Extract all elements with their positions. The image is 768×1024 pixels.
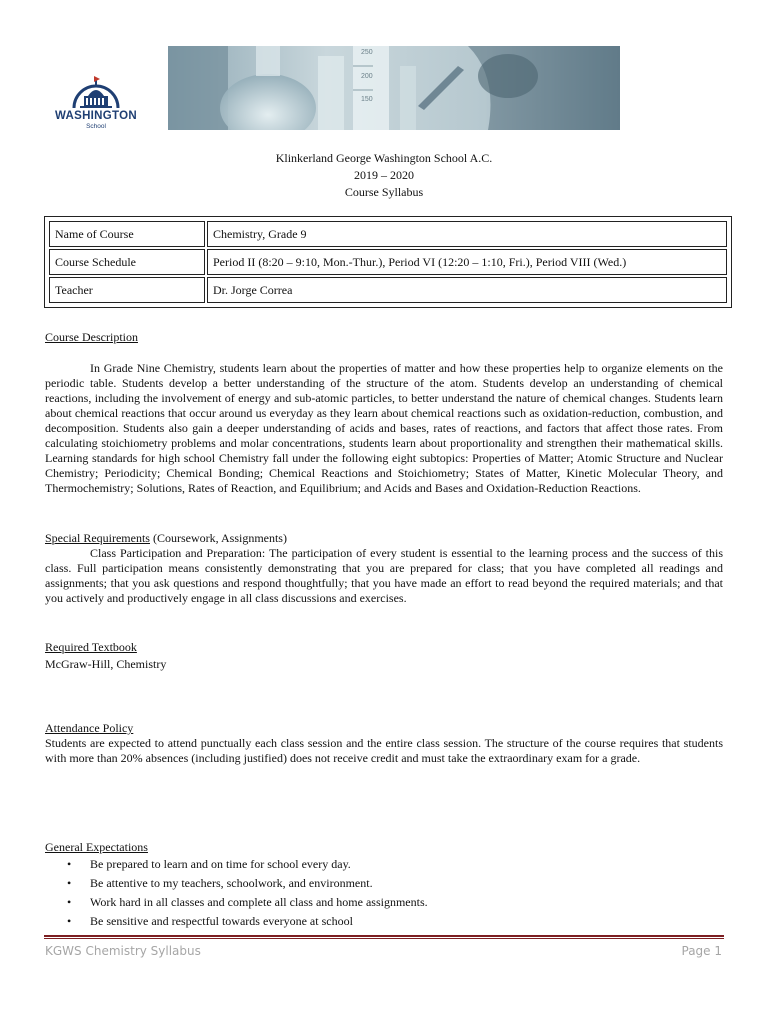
required-textbook-heading: Required Textbook bbox=[45, 640, 137, 654]
course-description-heading: Course Description bbox=[45, 330, 138, 344]
svg-text:150: 150 bbox=[361, 96, 373, 103]
footer-document-name: KGWS Chemistry Syllabus bbox=[45, 944, 201, 958]
required-textbook-text: McGraw-Hill, Chemistry bbox=[45, 657, 167, 671]
table-label-cell: Name of Course bbox=[49, 221, 205, 247]
list-item: • Work hard in all classes and complete all class and home assignments. bbox=[45, 893, 723, 912]
course-info-table bbox=[44, 216, 732, 308]
general-expectations-heading: General Expectations bbox=[45, 840, 148, 854]
table-row bbox=[49, 221, 727, 247]
school-name: Klinkerland George Washington School A.C. bbox=[275, 151, 493, 165]
expectations-list bbox=[45, 855, 723, 931]
special-requirements-note: (Coursework, Assignments) bbox=[149, 531, 287, 545]
special-requirements-heading: Special Requirements bbox=[45, 531, 150, 545]
document-titles bbox=[0, 150, 768, 201]
special-requirements-text: Class Participation and Preparation: The participation of every student is essential to the learning process and the success of this class. Full participation means consistently demonstrating that you are prepared for class; that you have completed all readings and assignments; that you ask questions and respond thoughtfully; that you have made an effort to read beyond the required materials; and that you actively and productively engage in all class discussions and exercises. bbox=[45, 546, 723, 605]
table-label-cell: Course Schedule bbox=[49, 249, 205, 275]
table-row bbox=[49, 249, 727, 275]
table-row bbox=[49, 277, 727, 303]
attendance-policy-section bbox=[45, 721, 723, 766]
school-year: 2019 – 2020 bbox=[354, 168, 414, 182]
list-item: • Be sensitive and respectful towards everyone at school bbox=[45, 912, 723, 931]
table-value-cell: Chemistry, Grade 9 bbox=[207, 221, 727, 247]
list-item: • Be prepared to learn and on time for school every day. bbox=[45, 855, 723, 874]
lab-banner-image bbox=[168, 46, 620, 130]
course-description-section bbox=[45, 330, 723, 496]
course-description-text: In Grade Nine Chemistry, students learn about the properties of matter and how these properties help to organize elements on the periodic table. Students develop a better understanding of the structure of the atom. Students develop an understanding of chemical reactions, including the involvement of energy and sub-atomic particles, to better understand the nature of chemical changes. Students learn about chemical reactions that occur around us everyday as they learn about chemical reactions such as oxidation-reduction, combustion, and decomposition. Students also gain a deeper understanding of acids and bases, rates of reactions, and factors that affect those rates. From calculating stoichiometry problems and molar concentrations, students learn about proportionality and strengthen their mathematical skills. Learning standards for high school Chemistry fall under the following eight subtopics: Properties of Matter; Atomic Structure and Nuclear Chemistry; Periodicity; Chemical Bonding; Chemical Reactions and Stoichiometry; States of Matter, Kinetic Molecular Theory, and Thermochemistry; Solutions, Rates of Reaction, and Equilibrium; and Acids and Bases and Oxidation-Reduction Reactions. bbox=[45, 361, 723, 495]
svg-text:200: 200 bbox=[361, 73, 373, 80]
laboratory-glassware-image bbox=[168, 46, 620, 130]
list-item: • Be attentive to my teachers, schoolwork, and environment. bbox=[45, 874, 723, 893]
document-title: Course Syllabus bbox=[344, 185, 424, 199]
svg-text:250: 250 bbox=[361, 49, 373, 56]
special-requirements-heading-line bbox=[45, 531, 723, 546]
table-value-cell: Period II (8:20 – 9:10, Mon.-Thur.), Period VI (12:20 – 1:10, Fri.), Period VIII (Wed.) bbox=[207, 249, 727, 275]
school-logo bbox=[44, 70, 154, 132]
capitol-dome-icon bbox=[44, 70, 148, 110]
special-requirements-section bbox=[45, 531, 723, 606]
logo-wordmark: WASHINGTON bbox=[54, 110, 137, 122]
footer-divider bbox=[44, 935, 724, 939]
table-value-cell: Dr. Jorge Correa bbox=[207, 277, 727, 303]
logo-subtitle: School bbox=[86, 123, 106, 130]
attendance-policy-heading: Attendance Policy bbox=[45, 721, 134, 735]
footer-page-number: Page 1 bbox=[681, 944, 722, 958]
required-textbook-section bbox=[45, 640, 723, 672]
general-expectations-section bbox=[45, 840, 723, 931]
attendance-policy-text: Students are expected to attend punctually each class session and the entire class session. The structure of the course requires that students with more than 20% absences (including justified) does not receive credit and must take the extraordinary exam for a grade. bbox=[45, 736, 723, 765]
table-label-cell: Teacher bbox=[49, 277, 205, 303]
